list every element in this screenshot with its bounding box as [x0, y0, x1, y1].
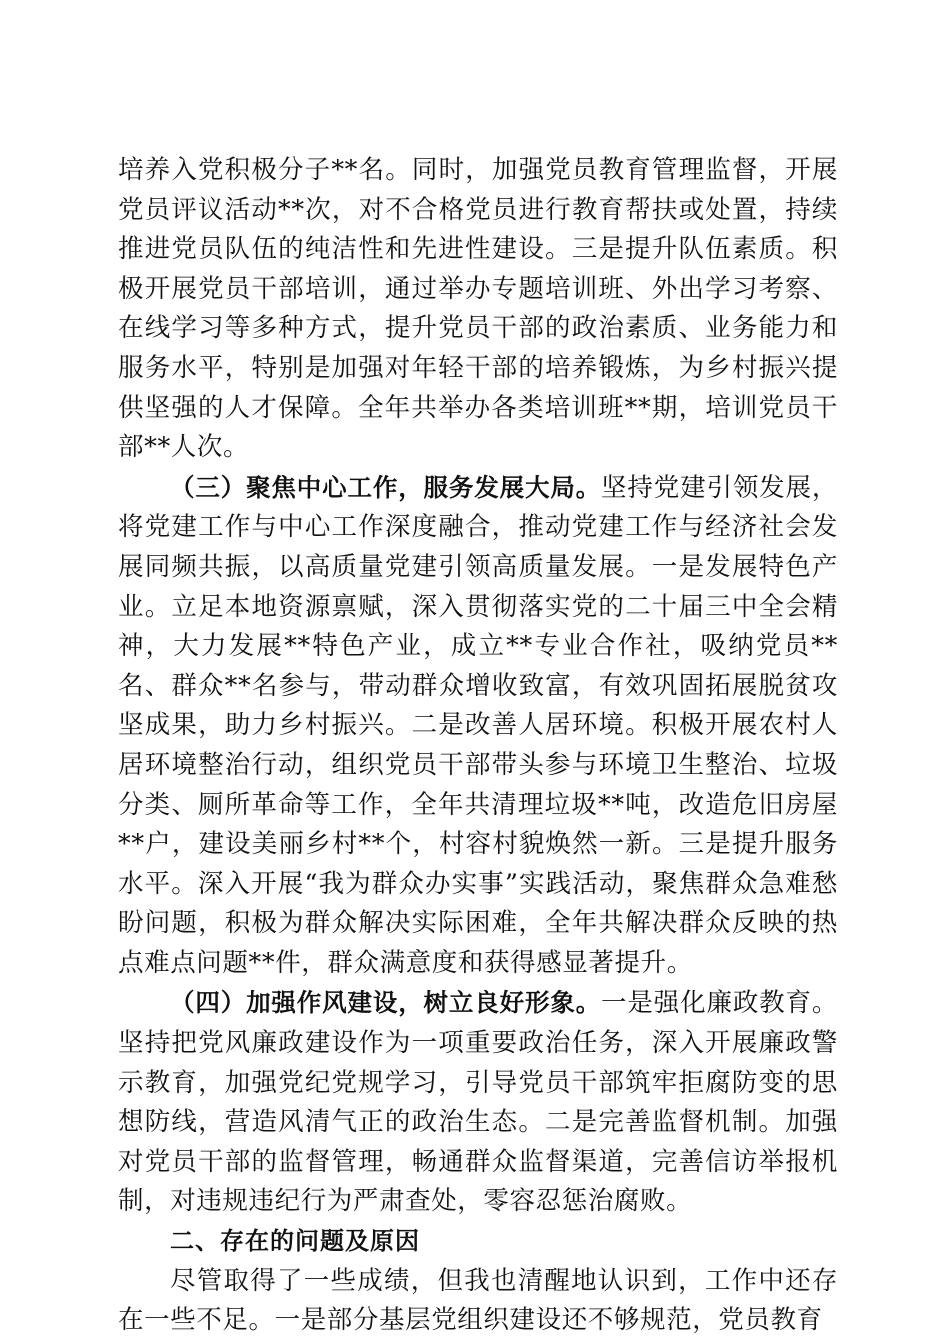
paragraph-section-four — [118, 983, 838, 1222]
paragraph-continuation — [118, 151, 838, 468]
paragraph-text: 坚持党建引领发展，将党建工作与中心工作深度融合，推动党建工作与经济社会发展同频共振，以高质量党建引领高质量发展。一是发展特色产业。立足本地资源禀赋，深入贯彻落实党的二十届三中全会精神，大力发展**特色产业，成立**专业合作社，吸纳党员**名、群众**名参与，带动群众增收致富，有效巩固拓展脱贫攻坚成果，助力乡村振兴。二是改善人居环境。积极开展农村人居环境整治行动，组织党员干部带头参与环境卫生整治、垃圾分类、厕所革命等工作，全年共清理垃圾**吨，改造危旧房屋**户，建设美丽乡村**个，村容村貌焕然一新。三是提升服务水平。深入开展“我为群众办实事”实践活动，聚焦群众急难愁盼问题，积极为群众解决实际困难，全年共解决群众反映的热点难点问题**件，群众满意度和获得感显著提升。 — [118, 472, 838, 978]
paragraph-section-three — [118, 468, 838, 984]
paragraph-closing — [118, 1262, 838, 1341]
paragraph-text: 尽管取得了一些成绩，但我也清醒地认识到，工作中还存在一些不足。一是部分基层党组织建设还不够规范，党员教育 — [118, 1265, 838, 1336]
document-body — [118, 151, 838, 1341]
paragraph-lead-heading: （四）加强作风建设，树立良好形象。 — [170, 988, 602, 1018]
section-heading: 二、存在的问题及原因 — [170, 1227, 420, 1256]
paragraph-text: 培养入党积极分子**名。同时，加强党员教育管理监督，开展党员评议活动**次，对不合格党员进行教育帮扶或处置，持续推进党员队伍的纯洁性和先进性建设。三是提升队伍素质。积极开展党员干部培训，通过举办专题培训班、外出学习考察、在线学习等多种方式，提升党员干部的政治素质、业务能力和服务水平，特别是加强对年轻干部的培养锻炼，为乡村振兴提供坚强的人才保障。全年共举办各类培训班**期，培训党员干部**人次。 — [118, 155, 838, 463]
paragraph-text: 一是强化廉政教育。坚持把党风廉政建设作为一项重要政治任务，深入开展廉政警示教育，加强党纪党规学习，引导党员干部筑牢拒腐防变的思想防线，营造风清气正的政治生态。二是完善监督机制。加强对党员干部的监督管理，畅通群众监督渠道，完善信访举报机制，对违规违纪行为严肃查处，零容忍惩治腐败。 — [118, 988, 838, 1217]
paragraph-lead-heading: （三）聚焦中心工作，服务发展大局。 — [170, 472, 602, 502]
